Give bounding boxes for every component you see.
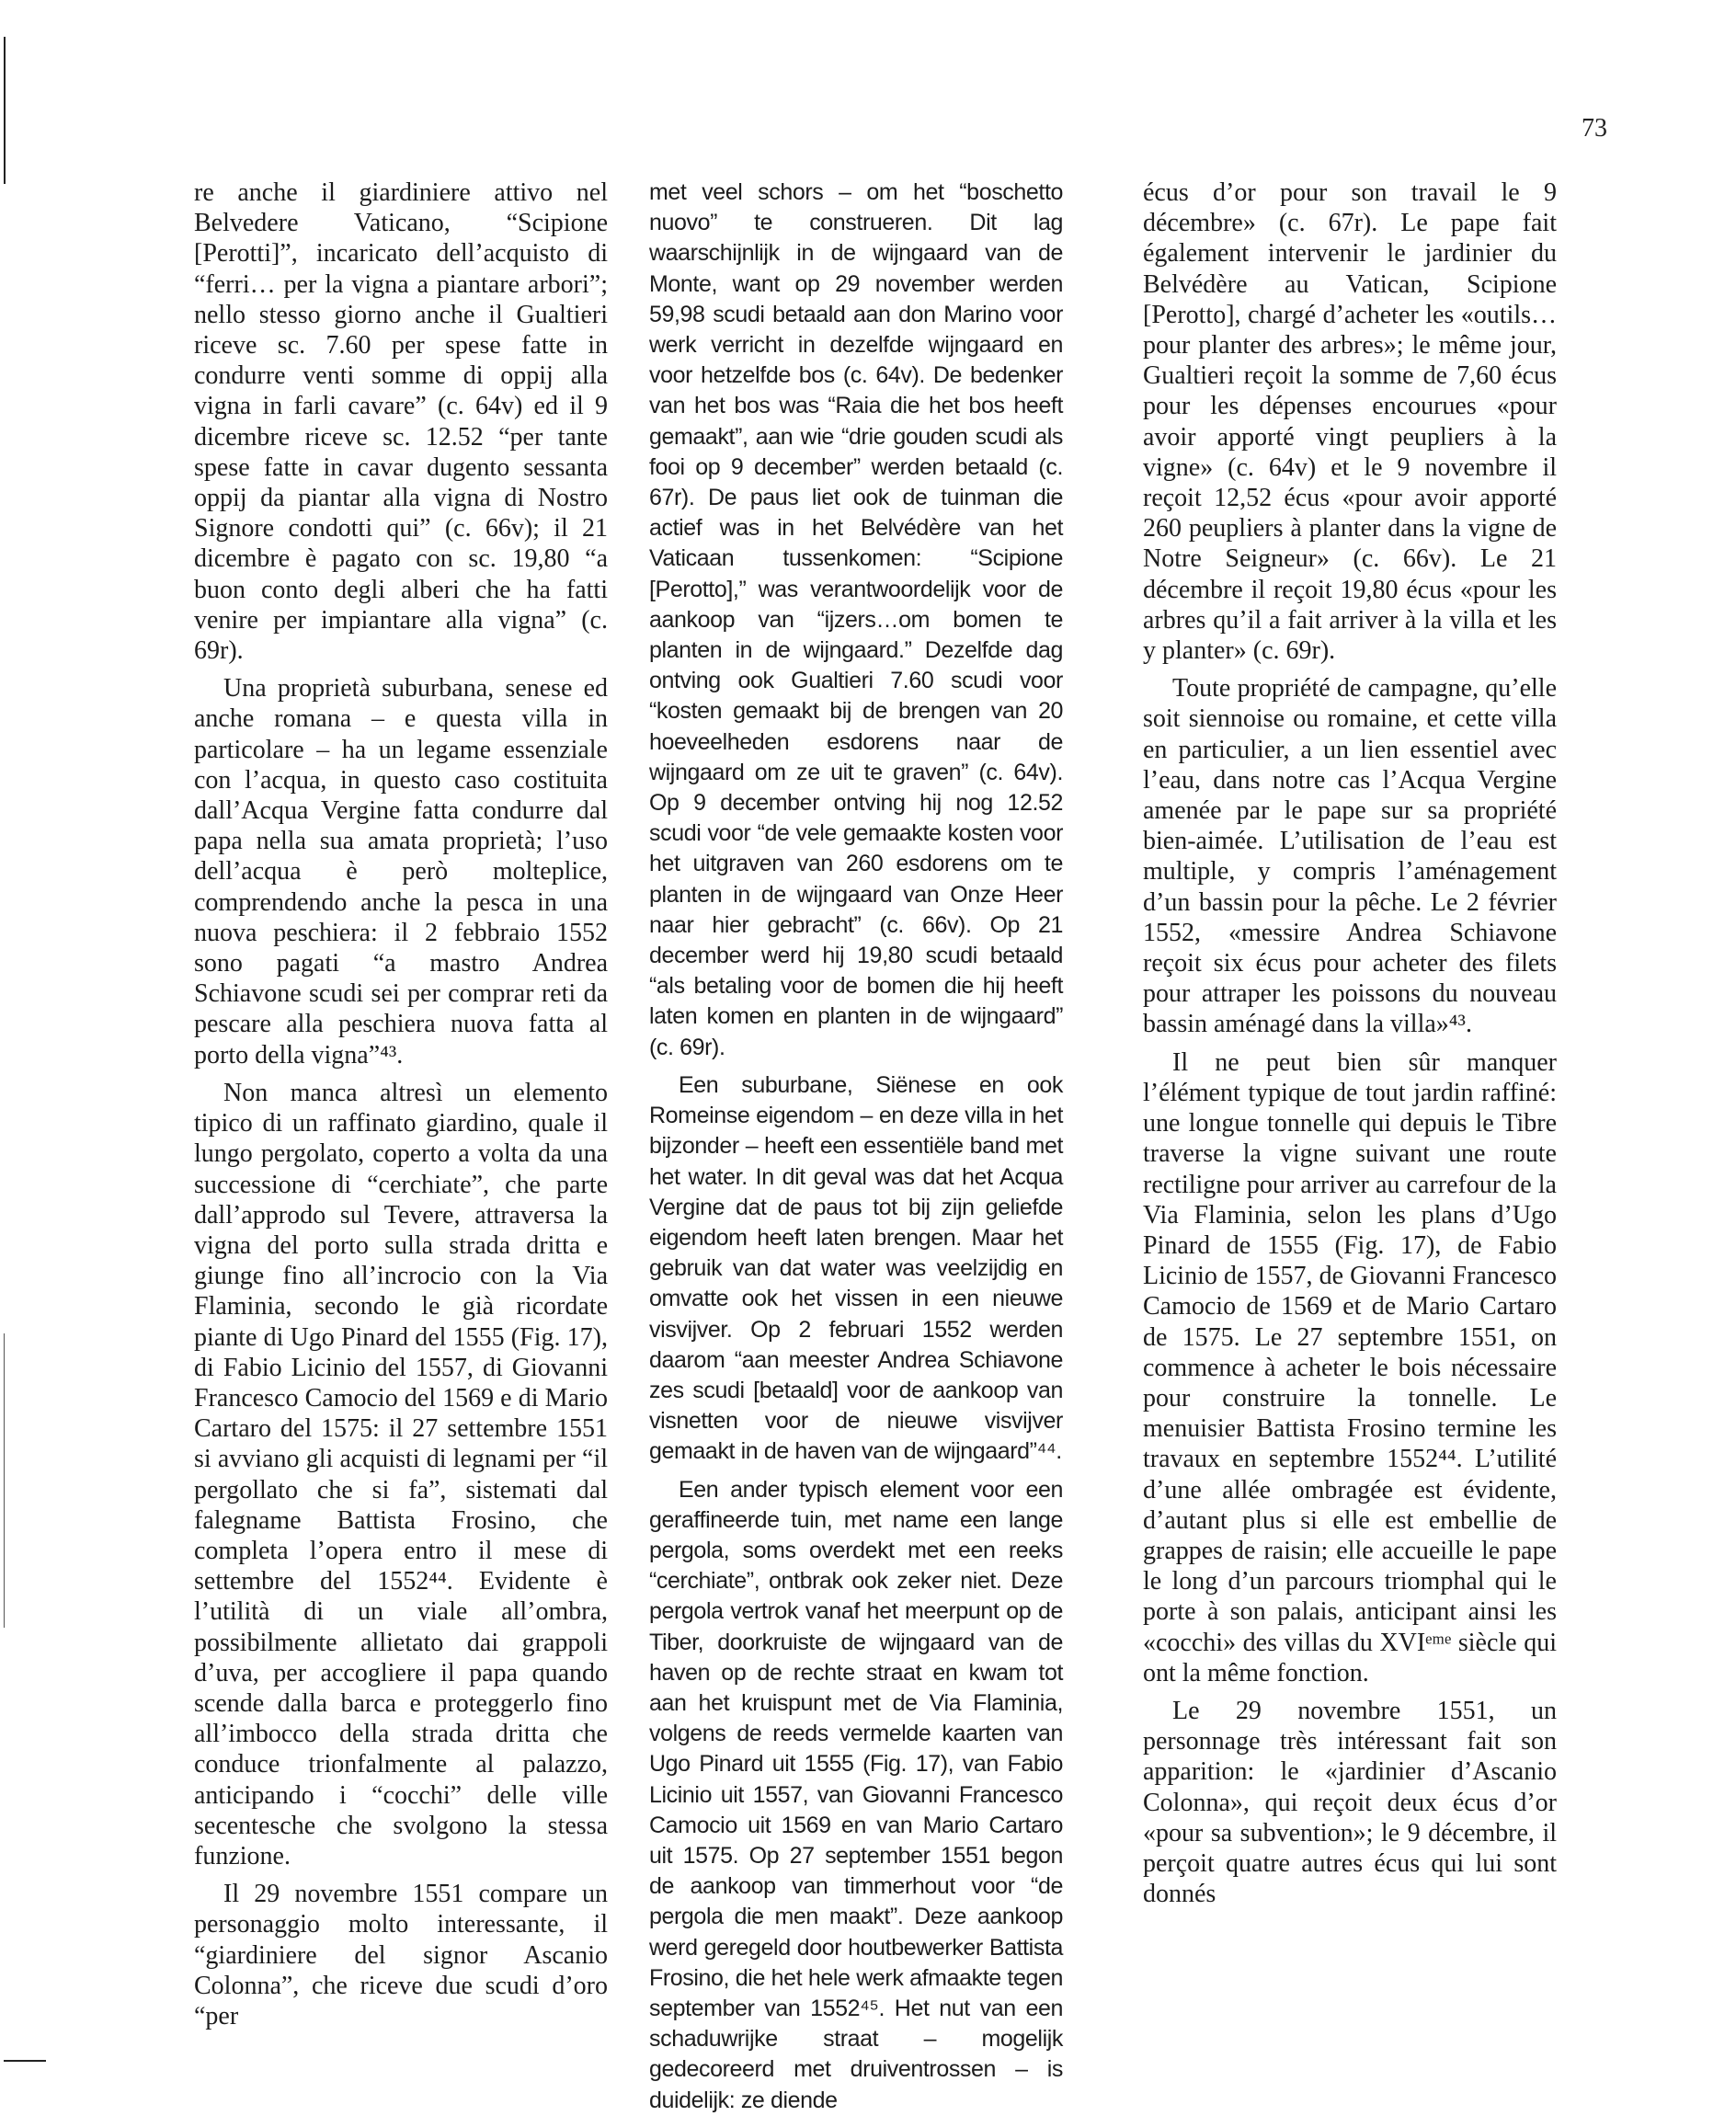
page-number: 73 [1582, 114, 1607, 143]
paragraph: met veel schors – om het “boschetto nuovo” te construeren. Dit lag waarschijnlijk in de wijngaard van de Monte, want op 29 november werden 59,98 scudi betaald aan don Marino voor werk verricht in dezelfde wijngaard en voor hetzelfde bos (c. 64v). De bedenker van het bos was “Raia die het bos heeft gemaakt”, aan wie “drie gouden scudi als fooi op 9 december” werden betaald (c. 67r). De paus liet ook de tuinman die actief was in het Belvédère van het Vaticaan tussenkomen: “Scipione [Perotto],” was verantwoordelijk voor de aankoop van “ijzers…om bomen te planten in de wijngaard.” Dezelfde dag ontving ook Gualtieri 7.60 scudi voor “kosten gemaakt bij de brengen van 20 hoeveelheden esdorens naar de wijngaard om ze uit te graven” (c. 64v). Op 9 december ontving hij nog 12.52 scudi voor “de vele gemaakte kosten voor het uitgraven van 260 esdorens om te planten in de wijngaard van Onze Heer naar hier gebracht” (c. 66v). Op 21 december werd hij 19,80 scudi betaald “als betaling voor de bomen die hij heeft laten komen en planten in de wijngaard” (c. 69r). [649, 179, 1063, 1060]
binding-edge-mark [4, 37, 6, 184]
paragraph: Una proprietà suburbana, senese ed anche romana – e questa villa in particolare – ha un legame essenziale con l’acqua, in questo caso costituita dall’Acqua Vergine fatta condurre dal papa nella sua amata proprietà; l’uso dell’acqua è però molteplice, comprendendo anche la pesca in una nuova peschiera: il 2 febbraio 1552 sono pagati “a mastro Andrea Schiavone scudi sei per comprar reti da pescare alla peschiera nuova fatta al porto della vigna”⁴³. [194, 674, 608, 1069]
french-text-column [1143, 177, 1557, 2072]
dutch-text-column [649, 177, 1063, 2113]
paragraph: Toute propriété de campagne, qu’elle soit siennoise ou romaine, et cette villa en particulier, a un lien essentiel avec l’eau, dans notre cas l’Acqua Vergine amenée par le pape sur sa propriété bien-aimée. L’utilisation de l’eau est multiple, y compris l’aménagement d’un bassin pour la pêche. Le 2 février 1552, «messire Andrea Schiavone reçoit six écus pour acheter des filets pour attraper les poissons du nouveau bassin aménagé dans la villa»⁴³. [1143, 674, 1557, 1039]
paragraph: re anche il giardiniere attivo nel Belvedere Vaticano, “Scipione [Perotti]”, incaricato dell’acquisto di “ferri… per la vigna a piantare arbori”; nello stesso giorno anche il Gualtieri riceve sc. 7.60 per spese fatte in condurre venti somme di oppij alla vigna in farli cavare” (c. 64v) ed il 9 dicembre riceve sc. 12.52 “per tante spese fatte in cavar dugento sessanta oppij da piantar alla vigna di Nostro Signore condotti qui” (c. 66v); il 21 dicembre è pagato con sc. 19,80 “a buon conto degli alberi che ha fatti venire per impiantare alla vigna” (c. 69r). [194, 178, 608, 666]
paragraph: Een suburbane, Siënese en ook Romeinse eigendom – en deze villa in het bijzonder – heeft een essentiële band met het water. In dit geval was dat het Acqua Vergine dat de paus tot bij zijn geliefde eigendom heeft laten brengen. Maar het gebruik van dat water was veelzijdig en omvatte ook het vissen in een nieuwe visvijver. Op 2 februari 1552 werden daarom “aan meester Andrea Schiavone zes scudi [betaald] voor de aankoop van visnetten voor de nieuwe visvijver gemaakt in de haven van de wijngaard”⁴⁴. [649, 1071, 1063, 1465]
paragraph: écus d’or pour son travail le 9 décembre» (c. 67r). Le pape fait également intervenir le jardinier du Belvédère au Vatican, Scipione [Perotto], chargé d’acheter les «outils… pour planter des arbres»; le même jour, Gualtieri reçoit la somme de 7,60 écus pour les dépenses encourues «pour avoir apporté vingt peupliers à la vigne» (c. 64v) et le 9 novembre il reçoit 12,52 écus «pour avoir apporté 260 peupliers à planter dans la vigne de Notre Seigneur» (c. 66v). Le 21 décembre il reçoit 19,80 écus «pour les arbres qu’il a fait arriver à la villa et les y planter» (c. 69r). [1143, 178, 1557, 666]
paragraph: Il 29 novembre 1551 compare un personaggio molto interessante, il “giardiniere del signor Ascanio Colonna”, che riceve due scudi d’oro “per [194, 1880, 608, 2030]
paragraph: Een ander typisch element voor een geraffineerde tuin, met name een lange pergola, soms overdekt met een reeks “cerchiate”, ontbrak ook zeker niet. Deze pergola vertrok vanaf het meerpunt op de Tiber, doorkruiste de wijngaard van de haven op de rechte straat en kwam tot aan het kruispunt met de Via Flaminia, volgens de reeds vermelde kaarten van Ugo Pinard uit 1555 (Fig. 17), van Fabio Licinio uit 1557, van Giovanni Francesco Camocio uit 1569 en van Mario Cartaro uit 1575. Op 27 september 1551 begon de aankoop van timmerhout voor “de pergola die men maakt”. Deze aankoop werd geregeld door houtbewerker Battista Frosino, die het hele werk afmaakte tegen september van 1552⁴⁵. Het nut van een schaduwrijke straat – mogelijk gedecoreerd met druiventrossen – is duidelijk: ze diende [649, 1476, 1063, 2113]
binding-edge-mark [4, 1333, 5, 1628]
paragraph: Il ne peut bien sûr manquer l’élément typique de tout jardin raffiné: une longue tonnelle qui depuis le Tibre traverse la vigne suivant une route rectiligne pour arriver au carrefour de la Via Flaminia, selon les plans d’Ugo Pinard de 1555 (Fig. 17), de Fabio Licinio de 1557, de Giovanni Francesco Camocio de 1569 et de Mario Cartaro de 1575. Le 27 septembre 1551, on commence à acheter le bois nécessaire pour construire la tonnelle. Le menuisier Battista Frosino termine les travaux en septembre 1552⁴⁴. L’utilité d’une allée ombragée est évidente, d’autant plus si elle est embellie de grappes de raisin; elle accueille le pape le long d’un parcours triomphal qui le porte à son palais, anticipant ainsi les «cocchi» des villas du XVIᵉᵐᵉ siècle qui ont la même fonction. [1143, 1047, 1557, 1687]
paragraph: Le 29 novembre 1551, un personnage très intéressant fait son apparition: le «jardinier d’Ascanio Colonna», qui reçoit deux écus d’or «pour sa subvention»; le 9 décembre, il perçoit quatre autres écus qui lui sont donnés [1143, 1696, 1557, 1909]
binding-corner-mark [4, 2060, 46, 2062]
paragraph: Non manca altresì un elemento tipico di un raffinato giardino, quale il lungo pergolato, coperto a volta da una successione di “cerchiate”, che parte dall’approdo sul Tevere, attraversa la vigna del porto sulla strada dritta e giunge fino all’incrocio con la Via Flaminia, secondo le già ricordate piante di Ugo Pinard del 1555 (Fig. 17), di Fabio Licinio del 1557, di Giovanni Francesco Camocio del 1569 e di Mario Cartaro del 1575: il 27 settembre 1551 si avviano gli acquisti di legnami per “il pergollato che si fa”, sistemati dal falegname Battista Frosino, che completa l’opera entro il mese di settembre del 1552⁴⁴. Evidente è l’utilità di un viale all’ombra, possibilmente allietato dai grappoli d’uva, per accogliere il papa quando scende dalla barca e proteggerlo fino all’imbocco della strada dritta che conduce trionfalmente al palazzo, anticipando i “cocchi” delle ville secentesche che svolgono la stessa funzione. [194, 1078, 608, 1870]
italian-text-column [194, 177, 608, 2072]
